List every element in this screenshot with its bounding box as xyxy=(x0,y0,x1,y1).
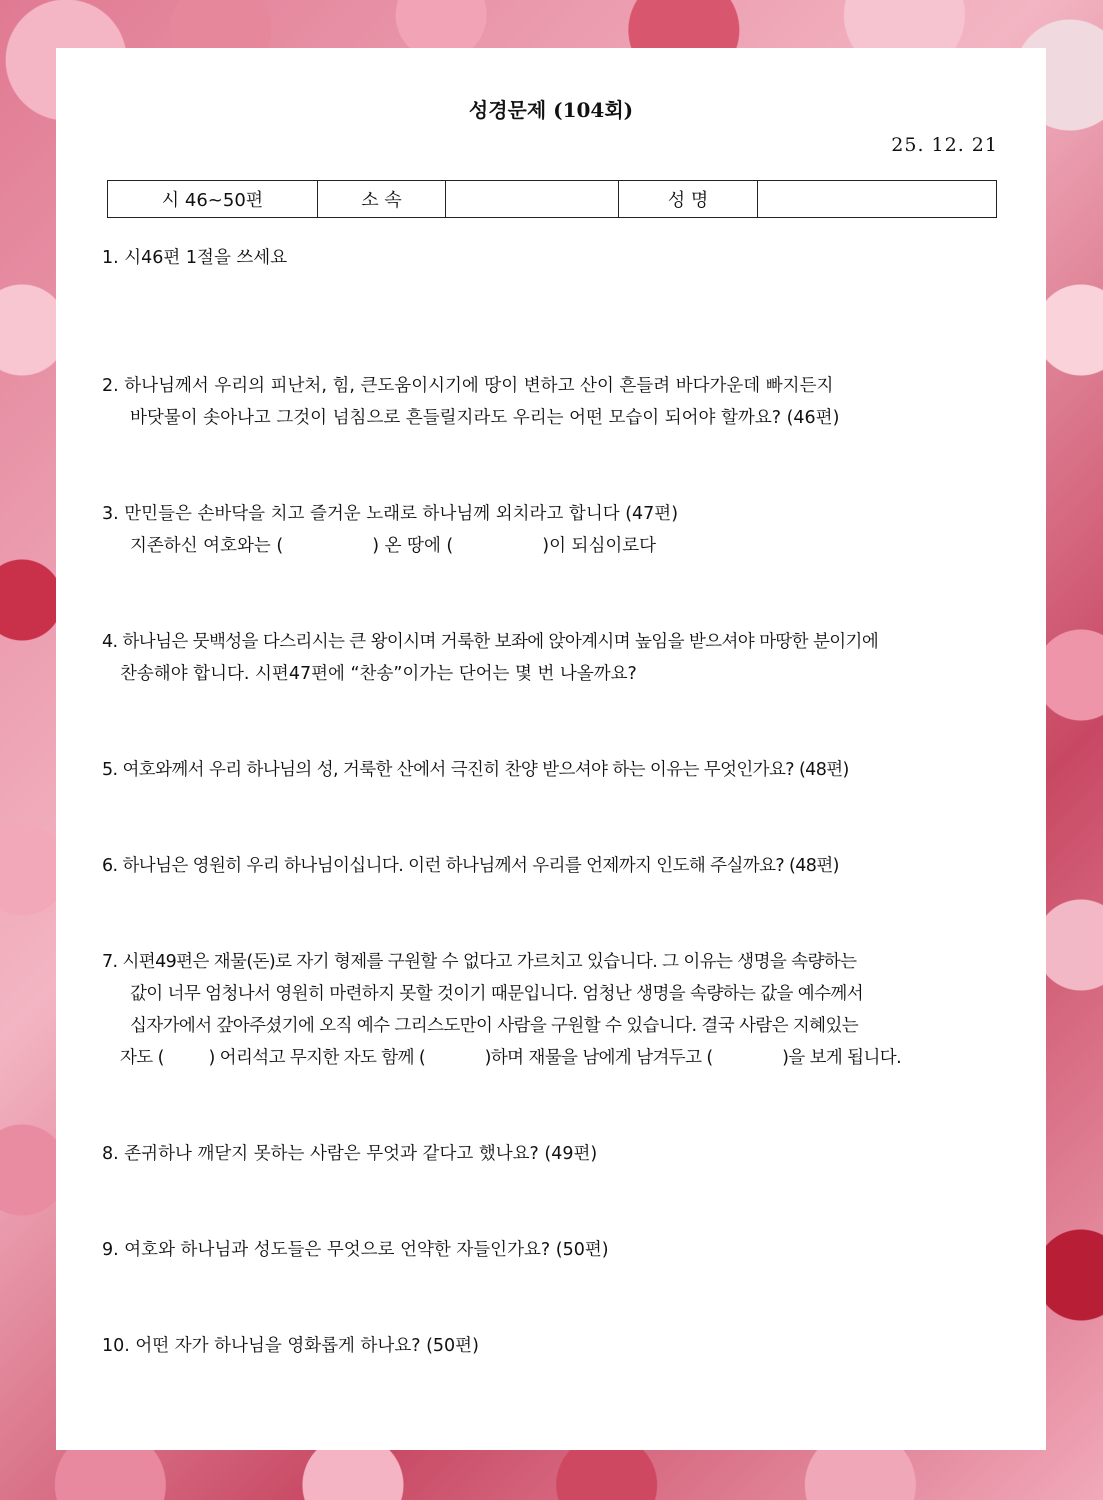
name-label: 성 명 xyxy=(619,181,758,217)
question-line: 6. 하나님은 영원히 우리 하나님이십니다. 이런 하나님께서 우리를 언제까지 인도해 주실까요? (48편) xyxy=(102,856,839,876)
affiliation-field[interactable] xyxy=(446,181,619,217)
question-line: 9. 여호와 하나님과 성도들은 무엇으로 언약한 자들인가요? (50편) xyxy=(102,1240,609,1260)
question-6 xyxy=(102,850,1002,882)
question-line: 찬송해야 합니다. 시편47편에 “찬송”이가는 단어는 몇 번 나올까요? xyxy=(120,664,637,684)
question-7 xyxy=(102,946,1002,1074)
range-cell: 시 46~50편 xyxy=(108,181,318,217)
question-line: 십자가에서 갚아주셨기에 오직 예수 그리스도만이 사람을 구원할 수 있습니다. 결국 사람은 지혜있는 xyxy=(130,1016,859,1036)
worksheet-paper xyxy=(56,48,1046,1450)
question-2 xyxy=(102,370,1002,434)
question-line: 지존하신 여호와는 ( ) 온 땅에 ( )이 되심이로다 xyxy=(130,536,657,556)
question-line: 7. 시편49편은 재물(돈)로 자기 형제를 구원할 수 없다고 가르치고 있습니다. 그 이유는 생명을 속량하는 xyxy=(102,952,857,972)
question-3 xyxy=(102,498,1002,562)
question-line: 10. 어떤 자가 하나님을 영화롭게 하나요? (50편) xyxy=(102,1336,479,1356)
question-line: 3. 만민들은 손바닥을 치고 즐거운 노래로 하나님께 외치라고 합니다 (47편) xyxy=(102,504,679,524)
question-line: 값이 너무 엄청나서 영원히 마련하지 못할 것이기 때문입니다. 엄청난 생명을 속량하는 값을 예수께서 xyxy=(130,984,864,1004)
question-5 xyxy=(102,754,1002,786)
question-line: 바닷물이 솟아나고 그것이 넘침으로 흔들릴지라도 우리는 어떤 모습이 되어야 할까요? (46편) xyxy=(130,408,840,428)
name-field[interactable] xyxy=(758,181,996,217)
question-9 xyxy=(102,1234,1002,1266)
question-line: 8. 존귀하나 깨닫지 못하는 사람은 무엇과 같다고 했나요? (49편) xyxy=(102,1144,598,1164)
question-8 xyxy=(102,1138,1002,1170)
question-1 xyxy=(102,242,1002,274)
info-table xyxy=(107,180,997,218)
question-10 xyxy=(102,1330,1002,1362)
question-line: 자도 ( ) 어리석고 무지한 자도 함께 ( )하며 재물을 남에게 남겨두고 ( )을 보게 됩니다. xyxy=(120,1048,902,1068)
question-line: 1. 시46편 1절을 쓰세요 xyxy=(102,248,288,268)
question-line: 5. 여호와께서 우리 하나님의 성, 거룩한 산에서 극진히 찬양 받으셔야 하는 이유는 무엇인가요? (48편) xyxy=(102,760,849,780)
date-label: 25. 12. 21 xyxy=(891,134,998,156)
page-title: 성경문제 (104회) xyxy=(468,98,634,122)
question-line: 4. 하나님은 뭇백성을 다스리시는 큰 왕이시며 거룩한 보좌에 앉아계시며 높임을 받으셔야 마땅한 분이기에 xyxy=(102,632,879,652)
question-line: 2. 하나님께서 우리의 피난처, 힘, 큰도움이시기에 땅이 변하고 산이 흔들려 바다가운데 빠지든지 xyxy=(102,376,834,396)
question-4 xyxy=(102,626,1002,690)
affiliation-label: 소 속 xyxy=(318,181,446,217)
